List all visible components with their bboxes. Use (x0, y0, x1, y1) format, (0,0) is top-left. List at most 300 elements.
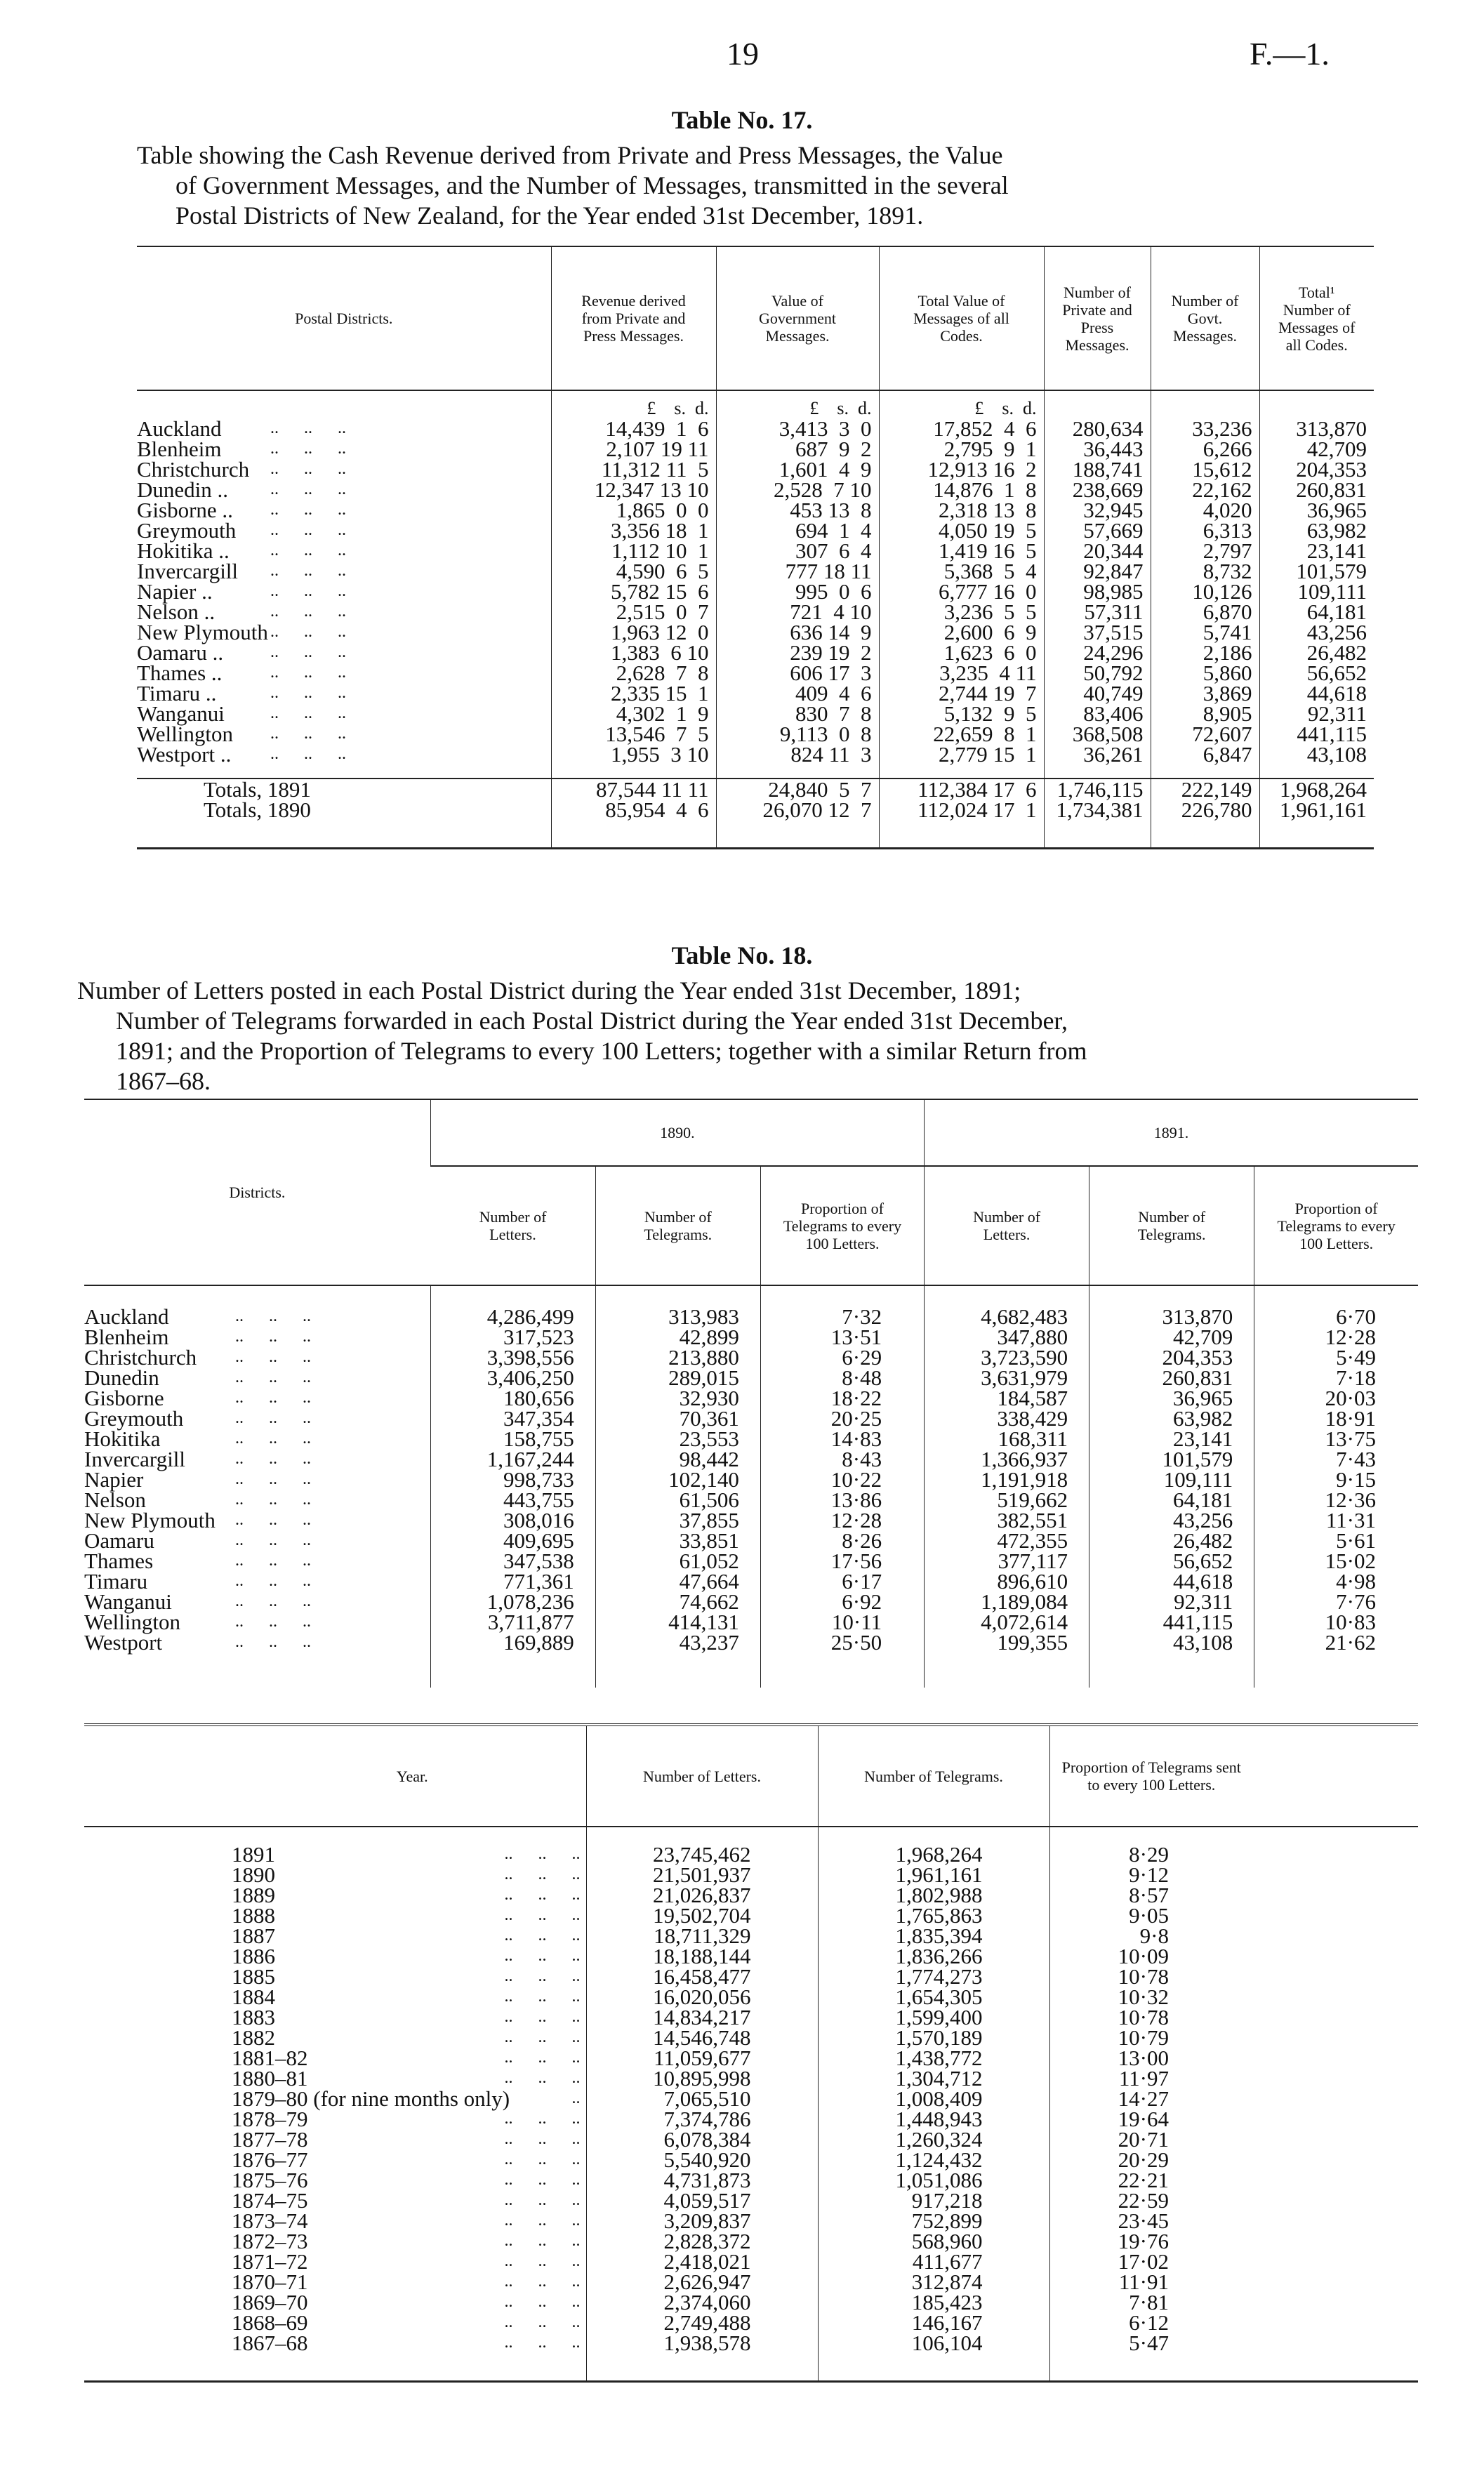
cell-telegrams: 1,008,409 (818, 2088, 1049, 2109)
cell-letters: 4,731,873 (586, 2170, 818, 2190)
cell-govt: 606 17 3 (716, 663, 879, 683)
year-label: 1887 (232, 1923, 275, 1948)
cell-p90: 17·56 (760, 1551, 924, 1571)
cell-l90: 443,755 (430, 1490, 595, 1510)
table-row (84, 2088, 1418, 2109)
district-cell (84, 1367, 430, 1388)
table-row (84, 1530, 1418, 1551)
district-name: Blenheim (137, 437, 222, 461)
cell-priv: 98,985 (1044, 581, 1151, 602)
district-cell (137, 418, 551, 439)
cell-govt: 9,113 0 8 (716, 724, 879, 744)
cell-revenue: 14,439 1 6 (551, 418, 716, 439)
cell-govtn: 3,869 (1151, 683, 1259, 703)
cell-t91: 42,709 (1089, 1327, 1254, 1347)
district-cell (84, 1591, 430, 1612)
district-cell (137, 683, 551, 703)
cell-t90: 23,553 (595, 1429, 760, 1449)
leader-dots: .. .. .. (504, 2333, 581, 2352)
col-header-total-num: Total¹ Number of Messages of all Codes. (1259, 246, 1374, 390)
year-label: 1871–72 (232, 2249, 308, 2274)
leader-dots: .. .. .. (504, 2313, 581, 2331)
cell-l91: 338,429 (925, 1408, 1089, 1429)
leader-dots: .. .. .. (235, 1633, 311, 1651)
district-cell (84, 1327, 430, 1347)
table-row (84, 2211, 1418, 2231)
cell-govtn: 6,870 (1151, 602, 1259, 622)
caption-line: Number of Letters posted in each Postal District during the Year ended 31st December, 1891; (77, 976, 1021, 1005)
cell-t91: 92,311 (1089, 1591, 1254, 1612)
cell-total: 2,795 9 1 (879, 439, 1044, 459)
cell-total: 3,235 4 11 (879, 663, 1044, 683)
cell-total: 2,744 19 7 (879, 683, 1044, 703)
cell-govt: 824 11 3 (716, 744, 879, 764)
district-cell (137, 500, 551, 520)
leader-dots: .. .. .. (270, 663, 346, 682)
leader-dots: .. .. .. (504, 2109, 581, 2128)
cell-total: 2,600 6 9 (879, 622, 1044, 642)
cell-l91: 1,191,918 (925, 1469, 1089, 1490)
col-header-total-value: Total Value of Messages of all Codes. (879, 246, 1044, 390)
cell-prop: 9·8 (1049, 1926, 1253, 1946)
cell-govt: 307 6 4 (716, 541, 879, 561)
year-cell (84, 1966, 586, 1987)
leader-dots: .. .. .. (235, 1327, 311, 1346)
table-row (137, 439, 1374, 459)
cell-govt: 995 0 6 (716, 581, 879, 602)
year-cell (84, 1885, 586, 1905)
cell-govtn: 5,741 (1151, 622, 1259, 642)
table-row (84, 1966, 1418, 1987)
cell-p91: 20·03 (1254, 1388, 1418, 1408)
table18-historical (84, 1723, 1418, 2383)
district-name: Napier (84, 1467, 144, 1492)
cell-total: 3,236 5 5 (879, 602, 1044, 622)
page-number: 19 (727, 36, 759, 72)
table-row (84, 2048, 1418, 2068)
table-row (137, 663, 1374, 683)
total-cell-total: 112,024 17 1 (879, 800, 1044, 820)
district-cell (84, 1530, 430, 1551)
cell-telegrams: 1,835,394 (818, 1926, 1049, 1946)
table-row (137, 561, 1374, 581)
cell-p91: 12·28 (1254, 1327, 1418, 1347)
leader-dots: .. .. .. (235, 1572, 311, 1590)
cell-t90: 61,506 (595, 1490, 760, 1510)
table-row (137, 459, 1374, 479)
table-row (137, 418, 1374, 439)
table-row (137, 703, 1374, 724)
cell-priv: 57,669 (1044, 520, 1151, 541)
cell-prop: 14·27 (1049, 2088, 1253, 2109)
col-header-letters-1891: Number of Letters. (925, 1166, 1089, 1285)
cell-l90: 3,398,556 (430, 1347, 595, 1367)
cell-p90: 13·86 (760, 1490, 924, 1510)
cell-l90: 771,361 (430, 1571, 595, 1591)
cell-prop: 6·12 (1049, 2312, 1253, 2333)
cell-telegrams: 1,961,161 (818, 1864, 1049, 1885)
table-row (84, 1510, 1418, 1530)
year-label: 1867–68 (232, 2331, 308, 2355)
cell-telegrams: 1,448,943 (818, 2109, 1049, 2129)
col-header-year: Year. (396, 1767, 428, 1785)
col-header-year-1891: 1891. (925, 1099, 1418, 1166)
cell-govt: 830 7 8 (716, 703, 879, 724)
cell-all: 101,579 (1259, 561, 1374, 581)
cell-govtn: 10,126 (1151, 581, 1259, 602)
cell-p90: 6·92 (760, 1591, 924, 1612)
district-cell (84, 1630, 430, 1655)
leader-dots: .. .. .. (270, 745, 346, 763)
district-name: Hokitika (84, 1426, 161, 1451)
cell-revenue: 4,302 1 9 (551, 703, 716, 724)
district-name: Hokitika .. (137, 538, 230, 563)
cell-telegrams: 568,960 (818, 2231, 1049, 2251)
caption-line: of Government Messages, and the Number of Messages, transmitted in the several (175, 171, 1009, 199)
caption-line: Postal Districts of New Zealand, for the Year ended 31st December, 1891. (175, 201, 924, 230)
total-cell-govt: 24,840 5 7 (716, 779, 879, 800)
lsd-header: £ s. d. (551, 390, 716, 418)
leader-dots: .. .. .. (504, 2048, 581, 2067)
table-row (84, 2027, 1418, 2048)
caption-line: Table showing the Cash Revenue derived from Private and Press Messages, the Value (137, 141, 1003, 169)
cell-priv: 92,847 (1044, 561, 1151, 581)
cell-govt: 2,528 7 10 (716, 479, 879, 500)
cell-govtn: 6,847 (1151, 744, 1259, 764)
table-row (84, 1449, 1418, 1469)
district-cell (84, 1345, 430, 1370)
leader-dots: .. .. .. (504, 1987, 581, 2006)
cell-prop: 17·02 (1049, 2251, 1253, 2272)
col-header-districts: Districts. (229, 1184, 286, 1201)
col-header-letters-1890: Number of Letters. (479, 1208, 547, 1243)
cell-letters: 2,626,947 (586, 2272, 818, 2292)
cell-prop: 9·05 (1049, 1905, 1253, 1926)
total-cell-revenue: 85,954 4 6 (551, 800, 716, 820)
lsd-header: £ s. d. (879, 390, 1044, 418)
cell-priv: 83,406 (1044, 703, 1151, 724)
leader-dots: .. .. .. (504, 2028, 581, 2046)
table-row (137, 479, 1374, 500)
district-name: Wanganui (137, 701, 225, 726)
leader-dots: .. .. .. (235, 1389, 311, 1407)
cell-p91: 4·98 (1254, 1571, 1418, 1591)
cell-p90: 20·25 (760, 1408, 924, 1429)
cell-telegrams: 1,774,273 (818, 1966, 1049, 1987)
cell-letters: 23,745,462 (586, 1844, 818, 1864)
cell-l90: 180,656 (430, 1388, 595, 1408)
col-header-num-govt: Number of Govt. Messages. (1151, 246, 1259, 390)
leader-dots: .. .. .. (270, 419, 346, 437)
cell-t91: 63,982 (1089, 1408, 1254, 1429)
district-name: New Plymouth (137, 620, 268, 644)
cell-letters: 1,938,578 (586, 2333, 818, 2353)
cell-govtn: 33,236 (1151, 418, 1259, 439)
cell-p90: 10·11 (760, 1612, 924, 1632)
cell-l90: 347,354 (430, 1408, 595, 1429)
cell-prop: 10·79 (1049, 2027, 1253, 2048)
leader-dots: .. .. .. (270, 562, 346, 580)
cell-govtn: 4,020 (1151, 500, 1259, 520)
cell-letters: 11,059,677 (586, 2048, 818, 2068)
table-row (84, 2251, 1418, 2272)
cell-prop: 10·78 (1049, 1966, 1253, 1987)
cell-prop: 22·21 (1049, 2170, 1253, 2190)
cell-prop: 9·12 (1049, 1864, 1253, 1885)
cell-t91: 101,579 (1089, 1449, 1254, 1469)
year-label: 1870–71 (232, 2270, 308, 2294)
leader-dots: .. (571, 2089, 581, 2107)
cell-l90: 158,755 (430, 1429, 595, 1449)
cell-govt: 239 19 2 (716, 642, 879, 663)
district-cell (84, 1510, 430, 1530)
leader-dots: .. .. .. (270, 623, 346, 641)
year-cell (84, 2088, 586, 2109)
table-row (84, 1885, 1418, 1905)
cell-telegrams: 185,423 (818, 2292, 1049, 2312)
cell-l90: 317,523 (430, 1327, 595, 1347)
year-cell (84, 2007, 586, 2027)
cell-revenue: 1,865 0 0 (551, 500, 716, 520)
caption-line: Number of Telegrams forwarded in each Postal District during the Year ended 31st December, (116, 1007, 1068, 1035)
district-cell (137, 724, 551, 744)
cell-l90: 347,538 (430, 1551, 595, 1571)
cell-total: 14,876 1 8 (879, 479, 1044, 500)
cell-telegrams: 106,104 (818, 2333, 1049, 2353)
cell-letters: 7,374,786 (586, 2109, 818, 2129)
cell-govt: 721 4 10 (716, 602, 879, 622)
totals-label-text: Totals, 1890 (204, 797, 311, 822)
year-cell (84, 2149, 586, 2170)
cell-total: 17,852 4 6 (879, 418, 1044, 439)
caption-line: 1891; and the Proportion of Telegrams to every 100 Letters; together with a similar Return from (116, 1037, 1087, 1065)
table-row (84, 1844, 1418, 1864)
cell-priv: 36,261 (1044, 744, 1151, 764)
cell-govt: 453 13 8 (716, 500, 879, 520)
cell-p91: 10·83 (1254, 1612, 1418, 1632)
table-row (84, 1591, 1418, 1612)
cell-t90: 213,880 (595, 1347, 760, 1367)
cell-p91: 15·02 (1254, 1551, 1418, 1571)
district-name: Thames .. (137, 661, 223, 685)
total-cell-govtn: 226,780 (1151, 800, 1259, 820)
cell-revenue: 1,955 3 10 (551, 744, 716, 764)
cell-letters: 18,188,144 (586, 1946, 818, 1966)
year-cell (84, 2170, 586, 2190)
cell-t90: 414,131 (595, 1612, 760, 1632)
cell-total: 1,419 16 5 (879, 541, 1044, 561)
year-label: 1882 (232, 2025, 275, 2050)
cell-all: 42,709 (1259, 439, 1374, 459)
leader-dots: .. .. .. (235, 1429, 311, 1448)
year-cell (84, 2231, 586, 2251)
table-row (84, 2333, 1418, 2353)
year-cell (84, 2190, 586, 2211)
cell-priv: 368,508 (1044, 724, 1151, 744)
table18 (84, 1099, 1418, 1688)
table-row (137, 642, 1374, 663)
year-cell (84, 2127, 586, 2152)
cell-all: 204,353 (1259, 459, 1374, 479)
cell-all: 56,652 (1259, 663, 1374, 683)
cell-all: 441,115 (1259, 724, 1374, 744)
cell-govt: 777 18 11 (716, 561, 879, 581)
table17-caption (137, 140, 1372, 231)
cell-revenue: 1,383 6 10 (551, 642, 716, 663)
table-row (84, 2109, 1418, 2129)
cell-t90: 47,664 (595, 1571, 760, 1591)
leader-dots: .. .. .. (504, 1967, 581, 1985)
cell-t91: 36,965 (1089, 1388, 1254, 1408)
district-cell (137, 520, 551, 541)
cell-priv: 37,515 (1044, 622, 1151, 642)
cell-prop: 5·47 (1049, 2333, 1253, 2353)
district-cell (137, 663, 551, 683)
table-row (84, 1926, 1418, 1946)
district-cell (137, 538, 551, 563)
cell-total: 1,623 6 0 (879, 642, 1044, 663)
leader-dots: .. .. .. (504, 2150, 581, 2168)
totals-label (137, 797, 551, 822)
cell-p90: 6·29 (760, 1347, 924, 1367)
cell-prop: 20·71 (1049, 2129, 1253, 2149)
cell-telegrams: 1,654,305 (818, 1987, 1049, 2007)
cell-all: 109,111 (1259, 581, 1374, 602)
table-row (84, 2272, 1418, 2292)
table-row (84, 1347, 1418, 1367)
cell-p90: 18·22 (760, 1388, 924, 1408)
district-name: Oamaru (84, 1528, 154, 1553)
total-cell-all: 1,968,264 (1259, 779, 1374, 800)
cell-all: 44,618 (1259, 683, 1374, 703)
cell-t90: 33,851 (595, 1530, 760, 1551)
cell-l90: 169,889 (430, 1632, 595, 1652)
col-header-revenue: Revenue derived from Private and Press Messages. (551, 246, 716, 390)
year-label: 1874–75 (232, 2188, 308, 2213)
leader-dots: .. .. .. (270, 684, 346, 702)
table-row (84, 1946, 1418, 1966)
district-name: Invercargill (84, 1447, 186, 1471)
cell-l91: 199,355 (925, 1632, 1089, 1652)
year-cell (84, 1987, 586, 2007)
cell-letters: 14,546,748 (586, 2027, 818, 2048)
totals-label (137, 779, 551, 800)
cell-t90: 102,140 (595, 1469, 760, 1490)
cell-govtn: 72,607 (1151, 724, 1259, 744)
leader-dots: .. .. .. (504, 1845, 581, 1863)
cell-l91: 1,366,937 (925, 1449, 1089, 1469)
cell-letters: 4,059,517 (586, 2190, 818, 2211)
cell-p91: 9·15 (1254, 1469, 1418, 1490)
cell-telegrams: 1,304,712 (818, 2068, 1049, 2088)
cell-letters: 16,458,477 (586, 1966, 818, 1987)
cell-l91: 4,072,614 (925, 1612, 1089, 1632)
year-cell (84, 2066, 586, 2091)
leader-dots: .. .. .. (504, 2252, 581, 2270)
year-label: 1881–82 (232, 2046, 308, 2070)
cell-letters: 2,828,372 (586, 2231, 818, 2251)
cell-total: 6,777 16 0 (879, 581, 1044, 602)
cell-all: 63,982 (1259, 520, 1374, 541)
cell-t91: 23,141 (1089, 1429, 1254, 1449)
cell-p91: 7·43 (1254, 1449, 1418, 1469)
caption-line: 1867–68. (116, 1067, 211, 1095)
cell-prop: 10·32 (1049, 1987, 1253, 2007)
year-label: 1891 (232, 1842, 275, 1867)
leader-dots: .. .. .. (270, 480, 346, 498)
cell-priv: 20,344 (1044, 541, 1151, 561)
leader-dots: .. .. .. (235, 1531, 311, 1549)
cell-revenue: 2,515 0 7 (551, 602, 716, 622)
cell-priv: 32,945 (1044, 500, 1151, 520)
district-name: Timaru .. (137, 681, 217, 705)
cell-l90: 1,167,244 (430, 1449, 595, 1469)
leader-dots: .. .. .. (235, 1612, 311, 1631)
table-row (84, 2007, 1418, 2027)
cell-p91: 5·61 (1254, 1530, 1418, 1551)
district-name: Wellington (84, 1610, 180, 1634)
cell-p91: 7·18 (1254, 1367, 1418, 1388)
cell-revenue: 11,312 11 5 (551, 459, 716, 479)
leader-dots: .. .. .. (504, 2008, 581, 2026)
total-cell-all: 1,961,161 (1259, 800, 1374, 820)
cell-govt: 687 9 2 (716, 439, 879, 459)
cell-prop: 8·57 (1049, 1885, 1253, 1905)
district-name: Oamaru .. (137, 640, 224, 665)
cell-all: 36,965 (1259, 500, 1374, 520)
table-row (137, 744, 1374, 764)
cell-telegrams: 1,836,266 (818, 1946, 1049, 1966)
year-label: 1877–78 (232, 2127, 308, 2152)
year-cell (84, 1864, 586, 1885)
leader-dots: .. .. .. (270, 541, 346, 559)
district-name: Westport (84, 1630, 163, 1655)
year-cell (84, 1905, 586, 1926)
cell-govtn: 6,313 (1151, 520, 1259, 541)
district-cell (84, 1490, 430, 1510)
totals-row (137, 779, 1374, 800)
cell-telegrams: 1,802,988 (818, 1885, 1049, 1905)
leader-dots: .. .. .. (504, 1926, 581, 1945)
cell-t90: 42,899 (595, 1327, 760, 1347)
cell-l90: 409,695 (430, 1530, 595, 1551)
cell-letters: 2,749,488 (586, 2312, 818, 2333)
district-cell (84, 1388, 430, 1408)
leader-dots: .. .. .. (504, 2171, 581, 2189)
cell-all: 23,141 (1259, 541, 1374, 561)
cell-t91: 56,652 (1089, 1551, 1254, 1571)
leader-dots: .. .. .. (504, 2232, 581, 2250)
table-row (84, 1987, 1418, 2007)
leader-dots: .. .. .. (504, 2272, 581, 2291)
district-cell (137, 642, 551, 663)
col-header-govt-value: Value of Government Messages. (716, 246, 879, 390)
cell-t91: 109,111 (1089, 1469, 1254, 1490)
year-label: 1876–77 (232, 2147, 308, 2172)
district-cell (84, 1469, 430, 1490)
cell-letters: 2,418,021 (586, 2251, 818, 2272)
cell-l91: 4,682,483 (925, 1306, 1089, 1327)
col-header-year-1890: 1890. (430, 1099, 924, 1166)
col-header-letters: Number of Letters. (586, 1725, 818, 1827)
cell-prop: 19·76 (1049, 2231, 1253, 2251)
cell-govtn: 22,162 (1151, 479, 1259, 500)
district-name: Napier .. (137, 579, 213, 604)
table17-title: Table No. 17. (671, 106, 813, 134)
district-cell (137, 561, 551, 581)
cell-letters: 16,020,056 (586, 1987, 818, 2007)
cell-t90: 37,855 (595, 1510, 760, 1530)
